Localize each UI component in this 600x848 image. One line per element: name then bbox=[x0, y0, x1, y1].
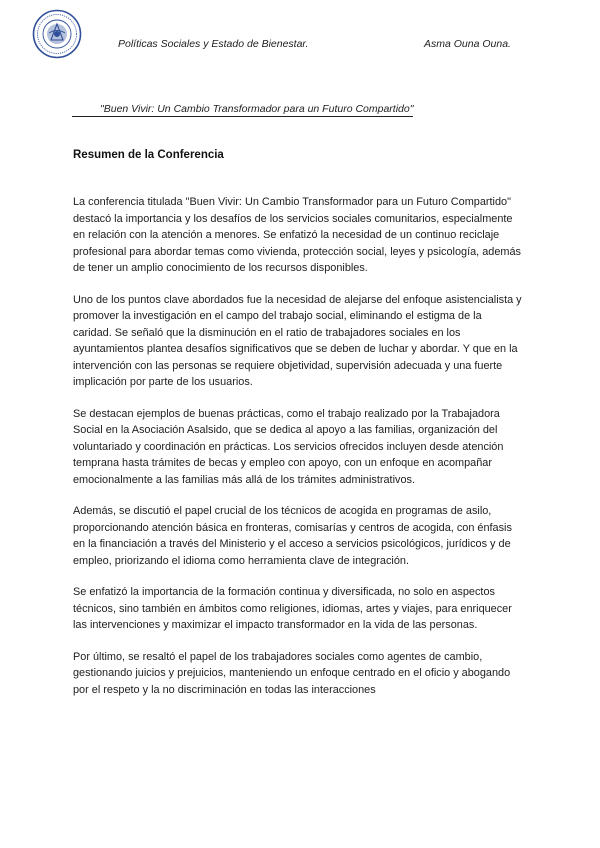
paragraph: Se destacan ejemplos de buenas prácticas, como el trabajo realizado por la Trabajadora Social en la Asociación Asalsido, que se dedica al apoyo a las familias, organización del voluntariado y coordinación en prácticas. Los servicios ofrecidos incluyen desde atención temprana hasta trámites de becas y empleo con apoyo, con un enfoque en acompañar emocionalmente a las familias más allá de los trámites administrativos. bbox=[73, 407, 504, 486]
paragraph: Se enfatizó la importancia de la formación continua y diversificada, no solo en aspectos técnicos, sino también en ámbitos como religiones, idiomas, artes y viajes, para enriquecer las intervenciones y maximizar el impacto transformador en la vida de las personas. bbox=[73, 586, 512, 631]
paragraph: Por último, se resaltó el papel de los trabajadores sociales como agentes de cambio, gestionando juicios y prejuicios, manteniendo un enfoque centrado en el oficio y abogando por el respeto y la no discriminación en todas las interacciones bbox=[73, 650, 511, 696]
seal-graphic bbox=[32, 9, 82, 59]
university-seal-icon bbox=[32, 9, 82, 59]
paragraph: Uno de los puntos clave abordados fue la necesidad de alejarse del enfoque asistencialista y promover la investigación en el campo del trabajo social, eliminando el estigma de la caridad. Se señaló que la disminución en el ratio de trabajadores sociales en los ayuntamientos plantea desafíos significativos que se deben de luchar y abordar. Y que en la intervención con las personas se requiere objetividad, supervisión adecuada y una fuerte implicación por parte de los usuarios. bbox=[73, 293, 522, 388]
paragraph: La conferencia titulada "Buen Vivir: Un Cambio Transformador para un Futuro Compartido" destacó la importancia y los desafíos de los servicios sociales comunitarios, especialmente en relación con la atención a menores. Se enfatizó la necesidad de un continuo reciclaje profesional para abordar temas como vivienda, protección social, leyes y psicología, además de tener un amplio conocimiento de los recursos disponibles. bbox=[73, 196, 521, 274]
document-body bbox=[73, 194, 523, 713]
paragraph: Además, se discutió el papel crucial de los técnicos de acogida en programas de asilo, proporcionando atención básica en fronteras, comisarías y centros de acogida, con énfasis en la financiación a través del Ministerio y el acceso a servicios psicológicos, jurídicos y de empleo, priorizando el idioma como herramienta clave de integración. bbox=[73, 505, 512, 567]
section-title: Resumen de la Conferencia bbox=[73, 149, 224, 161]
document-title: "Buen Vivir: Un Cambio Transformador para un Futuro Compartido" bbox=[72, 103, 413, 117]
header-course: Políticas Sociales y Estado de Bienestar. bbox=[118, 38, 309, 50]
header-author: Asma Ouna Ouna. bbox=[424, 38, 511, 50]
